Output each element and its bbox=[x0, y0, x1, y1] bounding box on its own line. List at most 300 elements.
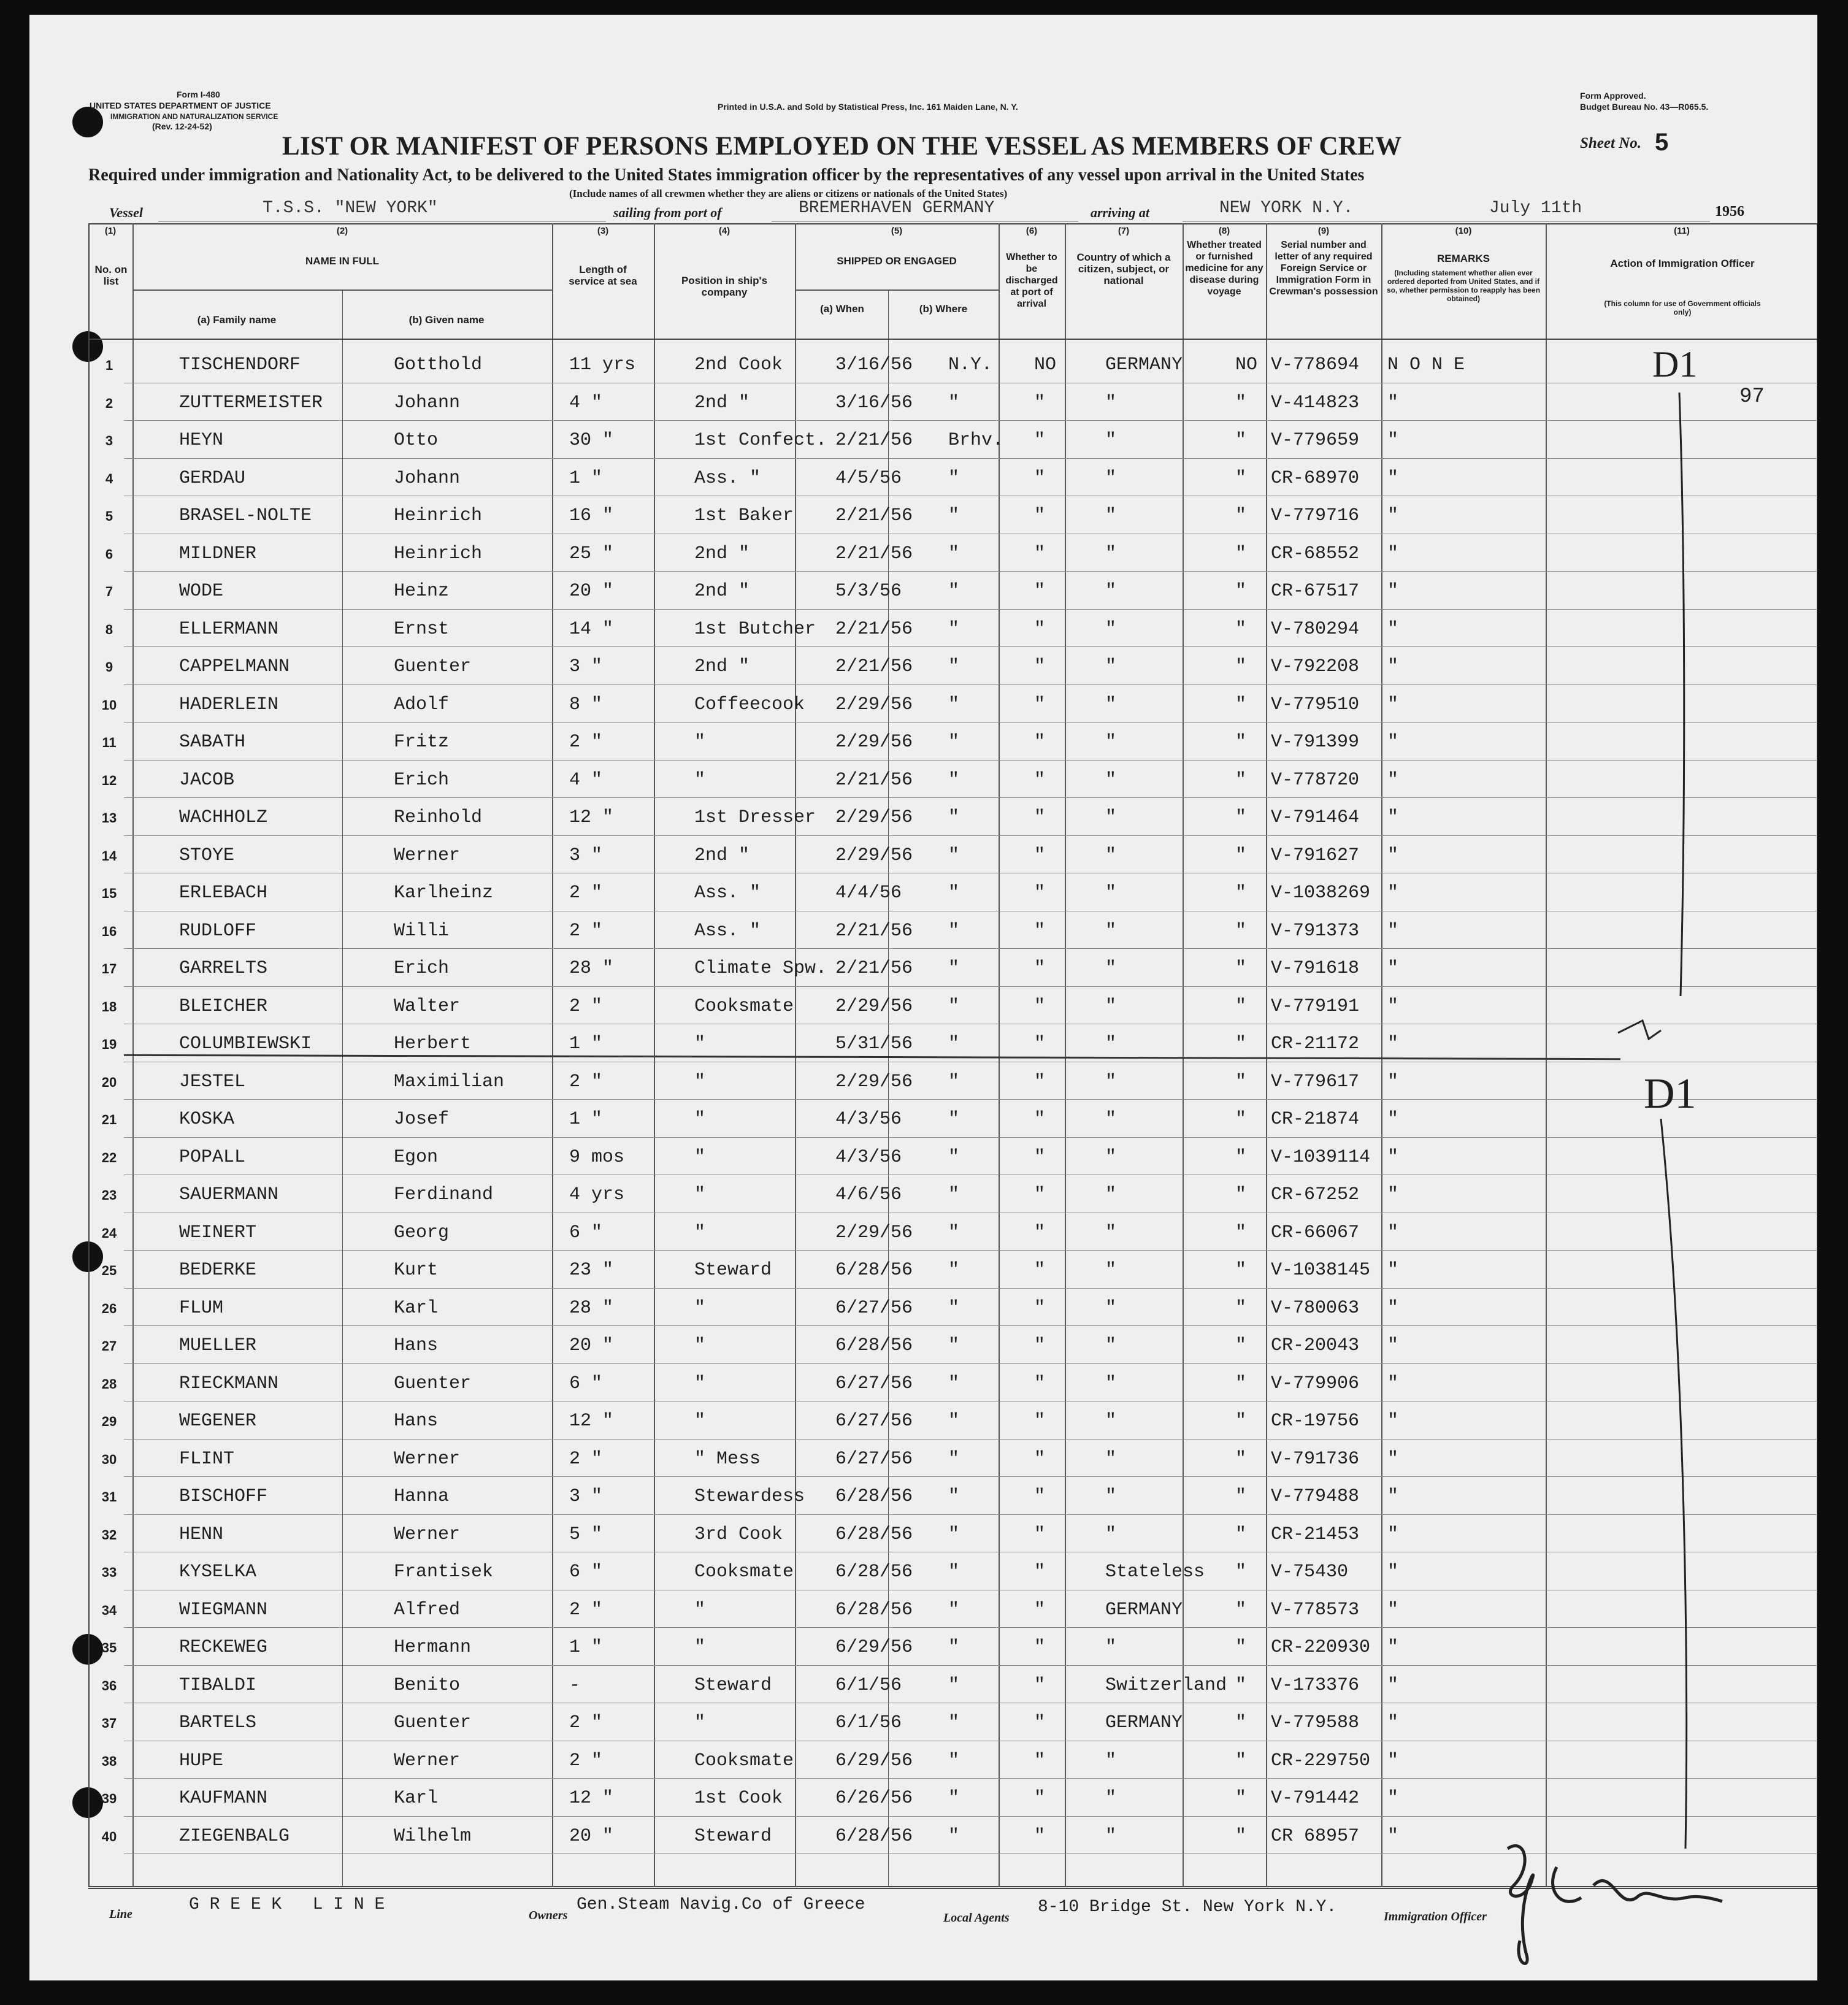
discharged: " bbox=[1034, 1448, 1046, 1470]
family-name: WIEGMANN bbox=[179, 1599, 268, 1620]
country: " bbox=[1105, 1788, 1117, 1809]
shipped-when: 2/21/56 bbox=[835, 769, 913, 791]
treated: " bbox=[1235, 1637, 1247, 1658]
row-number: 22 bbox=[101, 1149, 117, 1165]
country: " bbox=[1105, 1033, 1117, 1054]
row-number: 10 bbox=[101, 697, 117, 713]
officer-label: Immigration Officer bbox=[1384, 1910, 1487, 1923]
length-of-service: 14 " bbox=[569, 618, 614, 640]
treated: " bbox=[1235, 1562, 1247, 1582]
family-name: HUPE bbox=[179, 1750, 224, 1771]
country: " bbox=[1105, 1071, 1117, 1092]
serial-number: V-779617 bbox=[1271, 1071, 1360, 1092]
remarks: " bbox=[1387, 467, 1399, 489]
family-name: BISCHOFF bbox=[179, 1486, 268, 1507]
owners-name: Gen.Steam Navig.Co of Greece bbox=[577, 1895, 865, 1914]
length-of-service: 20 " bbox=[569, 581, 614, 602]
shipped-where: " bbox=[948, 1712, 960, 1733]
family-name: RUDLOFF bbox=[179, 920, 257, 941]
col-num-10: (10) bbox=[1455, 226, 1472, 236]
country: " bbox=[1105, 732, 1117, 753]
row-number: 14 bbox=[101, 848, 117, 864]
given-name: Werner bbox=[394, 1524, 461, 1545]
form-note: (Include names of all crewmen whether they are aliens or citizens or nationals of the United States) bbox=[569, 188, 1008, 199]
header-length-service: Length of service at sea bbox=[569, 264, 637, 287]
position: Steward bbox=[694, 1674, 772, 1696]
country: " bbox=[1105, 392, 1117, 413]
shipping-line: G R E E K L I N E bbox=[189, 1895, 385, 1914]
vessel-label: Vessel bbox=[109, 205, 143, 220]
serial-number: CR-20043 bbox=[1271, 1335, 1360, 1356]
serial-number: V-779659 bbox=[1271, 430, 1360, 451]
discharged: " bbox=[1034, 1411, 1046, 1432]
position: Cooksmate bbox=[694, 995, 794, 1017]
discharged: " bbox=[1034, 845, 1046, 866]
remarks: " bbox=[1387, 1146, 1399, 1168]
annotation-d1-top: D1 bbox=[1652, 344, 1698, 385]
position: " bbox=[694, 1146, 706, 1168]
form-number: Form I-480 bbox=[177, 90, 220, 99]
treated: " bbox=[1235, 1599, 1247, 1620]
shipped-when: 4/3/56 bbox=[835, 1109, 902, 1130]
row-number: 30 bbox=[101, 1451, 117, 1467]
shipped-where: " bbox=[948, 1184, 960, 1205]
length-of-service: 28 " bbox=[569, 1297, 614, 1319]
length-of-service: 23 " bbox=[569, 1260, 614, 1281]
remarks: " bbox=[1387, 1788, 1399, 1809]
row-number: 5 bbox=[105, 508, 113, 524]
discharged: " bbox=[1034, 694, 1046, 715]
row-number: 25 bbox=[101, 1263, 117, 1278]
position: 2nd " bbox=[694, 656, 750, 677]
family-name: WEINERT bbox=[179, 1222, 257, 1243]
country: " bbox=[1105, 1335, 1117, 1356]
serial-number: V-1038145 bbox=[1271, 1260, 1371, 1281]
length-of-service: 28 " bbox=[569, 958, 614, 979]
discharged: " bbox=[1034, 1109, 1046, 1130]
remarks: " bbox=[1387, 618, 1399, 640]
row-number: 24 bbox=[101, 1225, 117, 1241]
length-of-service: 6 " bbox=[569, 1373, 603, 1394]
family-name: TIBALDI bbox=[179, 1674, 257, 1696]
country: GERMANY bbox=[1105, 1599, 1183, 1620]
country: " bbox=[1105, 1373, 1117, 1394]
discharged: " bbox=[1034, 769, 1046, 791]
header-remarks-note: (Including statement whether alien ever ordered deported from United States, and if so, whether permission to reapply has been obtained) bbox=[1386, 269, 1541, 303]
remarks: " bbox=[1387, 1260, 1399, 1281]
shipped-where: " bbox=[948, 1146, 960, 1168]
discharged: " bbox=[1034, 1750, 1046, 1771]
shipped-where: " bbox=[948, 694, 960, 715]
shipped-where: " bbox=[948, 769, 960, 791]
family-name: SAUERMANN bbox=[179, 1184, 279, 1205]
country: " bbox=[1105, 769, 1117, 791]
shipped-when: 6/26/56 bbox=[835, 1788, 913, 1809]
shipped-when: 2/29/56 bbox=[835, 807, 913, 828]
country: " bbox=[1105, 656, 1117, 677]
shipped-where: " bbox=[948, 920, 960, 941]
given-name: Egon bbox=[394, 1146, 439, 1168]
row-number: 1 bbox=[105, 358, 113, 373]
shipped-when: 6/29/56 bbox=[835, 1750, 913, 1771]
col-num-6: (6) bbox=[1026, 226, 1038, 236]
serial-number: V-791442 bbox=[1271, 1788, 1360, 1809]
remarks: " bbox=[1387, 1486, 1399, 1507]
discharged: " bbox=[1034, 958, 1046, 979]
remarks: " bbox=[1387, 1184, 1399, 1205]
country: " bbox=[1105, 1637, 1117, 1658]
row-number: 34 bbox=[101, 1602, 117, 1618]
shipped-when: 4/4/56 bbox=[835, 883, 902, 903]
position: Climate Spw. bbox=[694, 958, 827, 979]
discharged: " bbox=[1034, 656, 1046, 677]
position: " bbox=[694, 1109, 706, 1130]
shipped-where: " bbox=[948, 845, 960, 866]
remarks: " bbox=[1387, 845, 1399, 866]
given-name: Guenter bbox=[394, 656, 472, 677]
agents-label: Local Agents bbox=[943, 1911, 1010, 1925]
position: 1st Baker bbox=[694, 505, 794, 526]
length-of-service: 6 " bbox=[569, 1562, 603, 1582]
row-number: 13 bbox=[101, 810, 117, 826]
position: Cooksmate bbox=[694, 1750, 794, 1771]
header-when: (a) When bbox=[820, 303, 864, 315]
arriving-label: arriving at bbox=[1091, 205, 1149, 220]
given-name: Werner bbox=[394, 1750, 461, 1771]
treated: " bbox=[1235, 1448, 1247, 1470]
header-action-note: (This column for use of Government officials only) bbox=[1604, 299, 1761, 316]
country: " bbox=[1105, 807, 1117, 828]
position: 1st Cook bbox=[694, 1788, 783, 1809]
family-name: ZIEGENBALG bbox=[179, 1825, 290, 1847]
row-number: 23 bbox=[101, 1187, 117, 1203]
position: " bbox=[694, 1373, 706, 1394]
given-name: Alfred bbox=[394, 1599, 461, 1620]
discharged: " bbox=[1034, 467, 1046, 489]
header-no-on-list: No. on list bbox=[94, 264, 128, 287]
family-name: ELLERMANN bbox=[179, 618, 279, 640]
col-num-11: (11) bbox=[1674, 226, 1690, 236]
remarks: " bbox=[1387, 694, 1399, 715]
remarks: " bbox=[1387, 430, 1399, 451]
treated: " bbox=[1235, 883, 1247, 903]
discharged: " bbox=[1034, 1373, 1046, 1394]
family-name: MUELLER bbox=[179, 1335, 257, 1356]
serial-number: CR-19756 bbox=[1271, 1411, 1360, 1432]
shipped-where: " bbox=[948, 1825, 960, 1847]
country: " bbox=[1105, 883, 1117, 903]
serial-number: V-1038269 bbox=[1271, 883, 1371, 903]
country: " bbox=[1105, 581, 1117, 602]
header-shipped: SHIPPED OR ENGAGED bbox=[837, 255, 957, 267]
length-of-service: 8 " bbox=[569, 694, 603, 715]
family-name: KAUFMANN bbox=[179, 1788, 268, 1809]
shipped-when: 2/21/56 bbox=[835, 920, 913, 941]
position: 1st Confect. bbox=[694, 430, 827, 451]
given-name: Walter bbox=[394, 995, 461, 1017]
position: 3rd Cook bbox=[694, 1524, 783, 1545]
shipped-where: " bbox=[948, 883, 960, 903]
col-num-5: (5) bbox=[891, 226, 903, 236]
shipped-where: " bbox=[948, 1411, 960, 1432]
given-name: Ferdinand bbox=[394, 1184, 494, 1205]
shipped-where: " bbox=[948, 1260, 960, 1281]
shipped-when: 2/21/56 bbox=[835, 430, 913, 451]
remarks: " bbox=[1387, 1335, 1399, 1356]
length-of-service: 1 " bbox=[569, 1033, 603, 1054]
position: 1st Dresser bbox=[694, 807, 816, 828]
treated: " bbox=[1235, 1411, 1247, 1432]
shipped-when: 3/16/56 bbox=[835, 392, 913, 413]
approval-line: Form Approved. bbox=[1580, 91, 1646, 101]
country: " bbox=[1105, 467, 1117, 489]
serial-number: V-1039114 bbox=[1271, 1146, 1371, 1168]
discharged: " bbox=[1034, 618, 1046, 640]
annotation-d1-mid: D1 bbox=[1644, 1070, 1697, 1118]
remarks: " bbox=[1387, 1411, 1399, 1432]
shipped-where: " bbox=[948, 1524, 960, 1545]
country: GERMANY bbox=[1105, 1712, 1183, 1733]
serial-number: V-791373 bbox=[1271, 920, 1360, 941]
treated: " bbox=[1235, 845, 1247, 866]
position: " bbox=[694, 1411, 706, 1432]
treated: " bbox=[1235, 1297, 1247, 1319]
given-name: Hans bbox=[394, 1335, 439, 1356]
discharged: " bbox=[1034, 1335, 1046, 1356]
country: " bbox=[1105, 543, 1117, 564]
row-number: 36 bbox=[101, 1677, 117, 1693]
shipped-where: " bbox=[948, 1637, 960, 1658]
shipped-where: " bbox=[948, 392, 960, 413]
given-name: Karl bbox=[394, 1788, 439, 1809]
given-name: Werner bbox=[394, 845, 461, 866]
family-name: ERLEBACH bbox=[179, 883, 268, 903]
treated: " bbox=[1235, 1260, 1247, 1281]
position: Coffeecook bbox=[694, 694, 805, 715]
given-name: Fritz bbox=[394, 732, 450, 753]
shipped-when: 6/1/56 bbox=[835, 1674, 902, 1696]
row-number: 38 bbox=[101, 1753, 117, 1769]
position: " bbox=[694, 1184, 706, 1205]
treated: " bbox=[1235, 807, 1247, 828]
family-name: BARTELS bbox=[179, 1712, 257, 1733]
family-name: HEYN bbox=[179, 430, 224, 451]
treated: " bbox=[1235, 1109, 1247, 1130]
remarks: N O N E bbox=[1387, 355, 1465, 375]
family-name: WACHHOLZ bbox=[179, 807, 268, 828]
family-name: BLEICHER bbox=[179, 995, 268, 1017]
country: Switzerland bbox=[1105, 1674, 1227, 1696]
given-name: Johann bbox=[394, 467, 461, 489]
remarks: " bbox=[1387, 883, 1399, 903]
position: Ass. " bbox=[694, 467, 761, 489]
serial-number: V-414823 bbox=[1271, 392, 1360, 413]
remarks: " bbox=[1387, 958, 1399, 979]
remarks: " bbox=[1387, 920, 1399, 941]
family-name: WEGENER bbox=[179, 1411, 257, 1432]
treated: " bbox=[1235, 1222, 1247, 1243]
row-number: 19 bbox=[101, 1037, 117, 1052]
treated: " bbox=[1235, 467, 1247, 489]
family-name: WODE bbox=[179, 581, 224, 602]
family-name: RIECKMANN bbox=[179, 1373, 279, 1394]
position: " bbox=[694, 1297, 706, 1319]
position: " bbox=[694, 732, 706, 753]
shipped-when: 4/3/56 bbox=[835, 1146, 902, 1168]
length-of-service: 1 " bbox=[569, 1637, 603, 1658]
remarks: " bbox=[1387, 1033, 1399, 1054]
row-number: 29 bbox=[101, 1414, 117, 1429]
given-name: Karl bbox=[394, 1297, 439, 1319]
row-number: 4 bbox=[105, 470, 113, 486]
position: " bbox=[694, 1599, 706, 1620]
shipped-where: " bbox=[948, 1448, 960, 1470]
header-name-in-full: NAME IN FULL bbox=[305, 255, 379, 267]
length-of-service: 2 " bbox=[569, 1712, 603, 1733]
treated: " bbox=[1235, 1750, 1247, 1771]
given-name: Frantisek bbox=[394, 1562, 494, 1582]
given-name: Hans bbox=[394, 1411, 439, 1432]
country: " bbox=[1105, 1109, 1117, 1130]
given-name: Karlheinz bbox=[394, 883, 494, 903]
position: Ass. " bbox=[694, 883, 761, 903]
row-number: 31 bbox=[101, 1489, 117, 1505]
row-number: 37 bbox=[101, 1716, 117, 1731]
family-name: POPALL bbox=[179, 1146, 246, 1168]
officer-signature bbox=[1489, 1830, 1747, 1977]
length-of-service: 2 " bbox=[569, 1071, 603, 1092]
discharged: " bbox=[1034, 920, 1046, 941]
row-number: 2 bbox=[105, 395, 113, 411]
discharged: " bbox=[1034, 1033, 1046, 1054]
discharged: " bbox=[1034, 430, 1046, 451]
row-number: 17 bbox=[101, 961, 117, 976]
discharged: " bbox=[1034, 1788, 1046, 1809]
serial-number: CR-21172 bbox=[1271, 1033, 1360, 1054]
annotation-margin-number: 97 bbox=[1739, 385, 1765, 408]
country: " bbox=[1105, 1146, 1117, 1168]
position: Steward bbox=[694, 1825, 772, 1847]
shipped-where: " bbox=[948, 618, 960, 640]
family-name: RECKEWEG bbox=[179, 1637, 268, 1658]
position: " Mess bbox=[694, 1448, 761, 1470]
remarks: " bbox=[1387, 995, 1399, 1017]
position: " bbox=[694, 1637, 706, 1658]
row-number: 12 bbox=[101, 772, 117, 788]
treated: " bbox=[1235, 920, 1247, 941]
serial-number: V-778720 bbox=[1271, 769, 1360, 791]
family-name: STOYE bbox=[179, 845, 235, 866]
shipped-when: 2/21/56 bbox=[835, 656, 913, 677]
given-name: Heinrich bbox=[394, 543, 483, 564]
shipped-when: 6/29/56 bbox=[835, 1637, 913, 1658]
position: 2nd " bbox=[694, 392, 750, 413]
shipped-where: " bbox=[948, 1109, 960, 1130]
position: " bbox=[694, 1033, 706, 1054]
col-num-4: (4) bbox=[718, 226, 730, 236]
treated: " bbox=[1235, 1146, 1247, 1168]
arrival-year: 1956 bbox=[1715, 204, 1744, 220]
country: " bbox=[1105, 1222, 1117, 1243]
header-where: (b) Where bbox=[919, 303, 968, 315]
given-name: Georg bbox=[394, 1222, 450, 1243]
row-number: 3 bbox=[105, 433, 113, 448]
remarks: " bbox=[1387, 1222, 1399, 1243]
length-of-service: 25 " bbox=[569, 543, 614, 564]
given-name: Maximilian bbox=[394, 1071, 505, 1092]
col-num-2: (2) bbox=[336, 226, 348, 236]
serial-number: CR-66067 bbox=[1271, 1222, 1360, 1243]
position: " bbox=[694, 769, 706, 791]
treated: " bbox=[1235, 581, 1247, 602]
country: " bbox=[1105, 1184, 1117, 1205]
row-number: 20 bbox=[101, 1074, 117, 1090]
given-name: Gotthold bbox=[394, 355, 483, 375]
position: 2nd " bbox=[694, 543, 750, 564]
shipped-where: " bbox=[948, 1297, 960, 1319]
treated: " bbox=[1235, 1524, 1247, 1545]
family-name: TISCHENDORF bbox=[179, 355, 301, 375]
serial-number: CR-67252 bbox=[1271, 1184, 1360, 1205]
length-of-service: 9 mos bbox=[569, 1146, 625, 1168]
shipped-when: 6/27/56 bbox=[835, 1373, 913, 1394]
serial-number: V-792208 bbox=[1271, 656, 1360, 677]
serial-number: CR-68970 bbox=[1271, 467, 1360, 489]
shipped-where: " bbox=[948, 807, 960, 828]
printer-line: Printed in U.S.A. and Sold by Statistical Press, Inc. 161 Maiden Lane, N. Y. bbox=[718, 102, 1018, 112]
remarks: " bbox=[1387, 505, 1399, 526]
country: " bbox=[1105, 845, 1117, 866]
shipped-when: 6/28/56 bbox=[835, 1562, 913, 1582]
serial-number: CR-68552 bbox=[1271, 543, 1360, 564]
shipped-when: 2/29/56 bbox=[835, 732, 913, 753]
country: " bbox=[1105, 1825, 1117, 1847]
discharged: " bbox=[1034, 1637, 1046, 1658]
discharged: " bbox=[1034, 1222, 1046, 1243]
length-of-service: 1 " bbox=[569, 467, 603, 489]
country: " bbox=[1105, 1524, 1117, 1545]
row-number: 11 bbox=[102, 735, 117, 750]
remarks: " bbox=[1387, 1599, 1399, 1620]
country: " bbox=[1105, 1260, 1117, 1281]
shipped-where: N.Y. bbox=[948, 355, 993, 375]
length-of-service: 30 " bbox=[569, 430, 614, 451]
header-discharged: Whether to be discharged at port of arrival bbox=[1005, 252, 1058, 309]
shipped-when: 2/21/56 bbox=[835, 958, 913, 979]
row-number: 32 bbox=[101, 1527, 117, 1543]
serial-number: V-779191 bbox=[1271, 995, 1360, 1017]
given-name: Wilhelm bbox=[394, 1825, 472, 1847]
shipped-where: " bbox=[948, 1750, 960, 1771]
discharged: " bbox=[1034, 1674, 1046, 1696]
discharged: " bbox=[1034, 1524, 1046, 1545]
discharged: " bbox=[1034, 1712, 1046, 1733]
given-name: Benito bbox=[394, 1674, 461, 1696]
position: " bbox=[694, 1071, 706, 1092]
row-number: 21 bbox=[101, 1112, 117, 1127]
given-name: Josef bbox=[394, 1109, 450, 1130]
position: Stewardess bbox=[694, 1486, 805, 1507]
discharged: " bbox=[1034, 807, 1046, 828]
family-name: JESTEL bbox=[179, 1071, 246, 1092]
shipped-where: " bbox=[948, 1486, 960, 1507]
remarks: " bbox=[1387, 392, 1399, 413]
given-name: Willi bbox=[394, 920, 450, 941]
family-name: GARRELTS bbox=[179, 958, 268, 979]
serial-number: V-173376 bbox=[1271, 1674, 1360, 1696]
shipped-where: " bbox=[948, 1562, 960, 1582]
serial-number: V-778573 bbox=[1271, 1599, 1360, 1620]
